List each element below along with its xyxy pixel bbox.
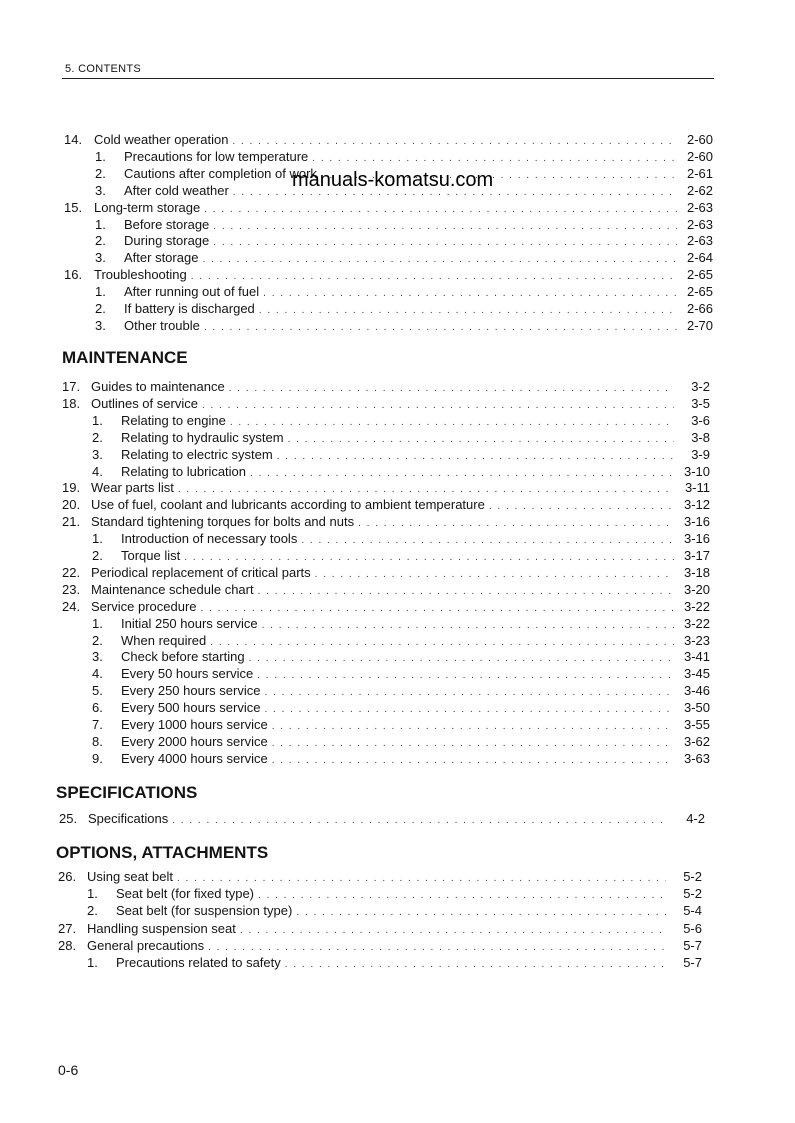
toc-entry bbox=[64, 200, 713, 215]
entry-page: 2-66 bbox=[686, 301, 713, 316]
entry-number: 22. bbox=[62, 564, 81, 580]
entry-number: 2. bbox=[95, 165, 106, 181]
entry-number: 3. bbox=[95, 250, 106, 266]
entry-page: 3-11 bbox=[684, 480, 710, 496]
entry-number: 7. bbox=[92, 717, 103, 732]
entry-leader bbox=[87, 938, 666, 955]
entry-number: 8. bbox=[92, 733, 103, 749]
entry-page: 2-60 bbox=[686, 132, 713, 147]
entry-number: 3. bbox=[92, 446, 103, 462]
toc-entry bbox=[62, 582, 710, 597]
entry-title: Relating to hydraulic system bbox=[121, 429, 284, 445]
entry-leader bbox=[121, 447, 674, 464]
dot-leader bbox=[240, 923, 666, 938]
entry-title: When required bbox=[121, 632, 207, 648]
entry-number: 2. bbox=[95, 301, 106, 316]
toc-entry bbox=[64, 132, 713, 147]
entry-title: Seat belt (for fixed type) bbox=[116, 886, 255, 902]
entry-number: 2. bbox=[92, 632, 103, 648]
entry-leader bbox=[121, 616, 674, 633]
toc-entry bbox=[92, 430, 710, 445]
entry-title: Using seat belt bbox=[87, 869, 173, 884]
entry-title: Specifications bbox=[88, 811, 169, 826]
dot-leader bbox=[213, 219, 677, 234]
page-header: 5. CONTENTS bbox=[65, 63, 142, 75]
entry-leader bbox=[91, 565, 674, 582]
toc-entry bbox=[92, 616, 710, 631]
toc-entry bbox=[87, 955, 702, 970]
entry-page: 3-10 bbox=[683, 463, 710, 479]
entry-leader bbox=[121, 666, 674, 683]
entry-leader bbox=[91, 497, 674, 514]
entry-leader bbox=[121, 649, 674, 666]
toc-entry bbox=[87, 886, 702, 901]
dot-leader bbox=[184, 550, 674, 565]
entry-title: Periodical replacement of critical parts bbox=[91, 564, 311, 580]
watermark: manuals-komatsu.com bbox=[292, 169, 494, 191]
entry-title: Standard tightening torques for bolts and nuts bbox=[91, 514, 355, 530]
entry-title: Troubleshooting bbox=[94, 267, 187, 283]
entry-title: Every 50 hours service bbox=[121, 666, 254, 682]
entry-leader bbox=[121, 531, 674, 548]
entry-page: 3-12 bbox=[683, 497, 710, 513]
entry-page: 2-60 bbox=[686, 148, 713, 164]
toc-entry bbox=[92, 649, 710, 664]
toc-entry bbox=[95, 233, 713, 248]
toc-entry bbox=[95, 149, 713, 164]
entry-page: 3-22 bbox=[683, 598, 710, 614]
entry-number: 1. bbox=[92, 531, 103, 547]
dot-leader bbox=[272, 753, 674, 768]
entry-leader bbox=[121, 548, 674, 565]
dot-leader bbox=[250, 466, 674, 481]
entry-leader bbox=[124, 233, 677, 250]
entry-title: Guides to maintenance bbox=[91, 379, 225, 394]
dot-leader bbox=[288, 432, 674, 447]
dot-leader bbox=[258, 584, 674, 599]
entry-number: 15. bbox=[64, 199, 83, 215]
entry-page: 2-65 bbox=[686, 284, 713, 300]
dot-leader bbox=[191, 269, 677, 284]
toc-entry bbox=[92, 548, 710, 563]
toc-entry bbox=[58, 869, 702, 884]
toc-entry bbox=[62, 514, 710, 529]
entry-title: After cold weather bbox=[124, 182, 229, 198]
entry-number: 20. bbox=[62, 497, 81, 513]
entry-page: 5-2 bbox=[683, 886, 702, 902]
dot-leader bbox=[232, 134, 677, 149]
entry-page: 3-41 bbox=[683, 649, 710, 665]
dot-leader bbox=[229, 381, 674, 396]
toc-entry bbox=[62, 565, 710, 580]
entry-number: 26. bbox=[58, 869, 77, 884]
entry-number: 2. bbox=[92, 429, 103, 445]
entry-number: 21. bbox=[62, 514, 81, 530]
entry-leader bbox=[121, 683, 674, 700]
entry-number: 3. bbox=[95, 317, 106, 333]
entry-title: Relating to lubrication bbox=[121, 463, 247, 479]
entry-title: Introduction of necessary tools bbox=[121, 531, 298, 547]
entry-title: Every 4000 hours service bbox=[121, 750, 268, 766]
entry-title: Precautions for low temperature bbox=[124, 148, 309, 164]
dot-leader bbox=[208, 940, 666, 955]
entry-title: Torque list bbox=[121, 548, 181, 563]
entry-number: 27. bbox=[58, 920, 77, 936]
entry-number: 4. bbox=[92, 666, 103, 682]
entry-number: 1. bbox=[95, 216, 106, 232]
entry-page: 2-63 bbox=[686, 216, 713, 232]
entry-title: Every 500 hours service bbox=[121, 700, 261, 716]
toc-entry bbox=[58, 921, 702, 936]
entry-number: 14. bbox=[64, 132, 83, 147]
entry-title: Every 2000 hours service bbox=[121, 733, 268, 749]
entry-leader bbox=[91, 379, 674, 396]
entry-page: 3-8 bbox=[691, 429, 710, 445]
entry-page: 3-63 bbox=[683, 750, 710, 766]
dot-leader bbox=[213, 235, 677, 250]
dot-leader bbox=[272, 736, 674, 751]
dot-leader bbox=[201, 601, 675, 616]
entry-page: 2-64 bbox=[686, 250, 713, 266]
entry-number: 1. bbox=[95, 148, 106, 164]
entry-number: 1. bbox=[95, 284, 106, 300]
entry-leader bbox=[124, 284, 677, 301]
entry-page: 3-17 bbox=[683, 548, 710, 563]
entry-number: 1. bbox=[87, 886, 98, 902]
entry-page: 3-5 bbox=[691, 395, 710, 411]
entry-title: Maintenance schedule chart bbox=[91, 581, 254, 597]
entry-leader bbox=[94, 267, 677, 284]
entry-page: 3-18 bbox=[683, 564, 710, 580]
entry-number: 23. bbox=[62, 581, 81, 597]
dot-leader bbox=[204, 320, 677, 335]
entry-page: 2-63 bbox=[686, 233, 713, 249]
entry-leader bbox=[124, 217, 677, 234]
dot-leader bbox=[262, 618, 674, 633]
toc-entry bbox=[95, 301, 713, 316]
entry-title: Before storage bbox=[124, 216, 210, 232]
dot-leader bbox=[249, 651, 674, 666]
toc-entry bbox=[62, 480, 710, 495]
entry-leader bbox=[94, 200, 677, 217]
dot-leader bbox=[264, 702, 674, 717]
toc-entry bbox=[92, 751, 710, 766]
entry-page: 3-20 bbox=[683, 581, 710, 597]
entry-title: Handling suspension seat bbox=[87, 920, 236, 936]
entry-page: 3-50 bbox=[683, 700, 710, 716]
entry-number: 3. bbox=[95, 182, 106, 198]
dot-leader bbox=[202, 252, 677, 267]
entry-page: 5-2 bbox=[683, 869, 702, 884]
dot-leader bbox=[285, 957, 666, 972]
toc-entry bbox=[95, 217, 713, 232]
toc-entry bbox=[92, 717, 710, 732]
dot-leader bbox=[259, 303, 677, 318]
toc-entry bbox=[92, 666, 710, 681]
dot-leader bbox=[489, 499, 674, 514]
entry-leader bbox=[87, 921, 666, 938]
dot-leader bbox=[178, 482, 674, 497]
toc-entry bbox=[62, 379, 710, 394]
entry-title: Every 250 hours service bbox=[121, 683, 261, 699]
entry-title: Every 1000 hours service bbox=[121, 717, 268, 732]
dot-leader bbox=[204, 202, 677, 217]
entry-number: 2. bbox=[87, 903, 98, 919]
entry-page: 2-70 bbox=[686, 317, 713, 333]
dot-leader bbox=[258, 888, 666, 903]
entry-number: 6. bbox=[92, 700, 103, 716]
entry-title: Relating to electric system bbox=[121, 446, 273, 462]
dot-leader bbox=[230, 415, 674, 430]
entry-number: 9. bbox=[92, 750, 103, 766]
entry-leader bbox=[121, 734, 674, 751]
entry-leader bbox=[124, 318, 677, 335]
entry-leader bbox=[87, 869, 666, 886]
toc-entry bbox=[92, 447, 710, 462]
toc-entry bbox=[58, 938, 702, 953]
entry-number: 19. bbox=[62, 480, 81, 496]
toc-entry bbox=[95, 318, 713, 333]
entry-title: Initial 250 hours service bbox=[121, 615, 258, 631]
entry-page: 5-7 bbox=[683, 937, 702, 953]
entry-leader bbox=[116, 955, 666, 972]
dot-leader bbox=[358, 516, 674, 531]
entry-page: 3-22 bbox=[683, 615, 710, 631]
entry-number: 4. bbox=[92, 463, 103, 479]
entry-number: 17. bbox=[62, 379, 81, 394]
entry-leader bbox=[121, 700, 674, 717]
entry-page: 3-16 bbox=[683, 514, 710, 530]
toc-entry bbox=[92, 700, 710, 715]
dot-leader bbox=[277, 449, 674, 464]
entry-page: 5-4 bbox=[683, 903, 702, 919]
entry-leader bbox=[121, 464, 674, 481]
entry-title: Outlines of service bbox=[91, 395, 198, 411]
entry-leader bbox=[94, 132, 677, 149]
entry-number: 28. bbox=[58, 937, 77, 953]
entry-leader bbox=[91, 514, 674, 531]
entry-number: 1. bbox=[92, 615, 103, 631]
entry-leader bbox=[91, 599, 674, 616]
entry-title: Precautions related to safety bbox=[116, 955, 281, 970]
entry-leader bbox=[124, 301, 677, 318]
entry-title: Relating to engine bbox=[121, 412, 226, 428]
entry-title: Cautions after completion of work bbox=[124, 165, 317, 181]
entry-title: Use of fuel, coolant and lubricants according to ambient temperature bbox=[91, 497, 485, 513]
toc-entry bbox=[92, 531, 710, 546]
entry-page: 2-62 bbox=[686, 182, 713, 198]
entry-page: 3-55 bbox=[683, 717, 710, 732]
entry-leader bbox=[121, 430, 674, 447]
entry-leader bbox=[124, 250, 677, 267]
entry-page: 2-65 bbox=[686, 267, 713, 283]
entry-title: Other trouble bbox=[124, 317, 200, 333]
entry-leader bbox=[116, 886, 666, 903]
entry-leader bbox=[124, 149, 677, 166]
entry-number: 1. bbox=[92, 412, 103, 428]
dot-leader bbox=[301, 533, 674, 548]
entry-number: 2. bbox=[92, 548, 103, 563]
section-heading: SPECIFICATIONS bbox=[56, 783, 198, 802]
dot-leader bbox=[296, 905, 666, 920]
dot-leader bbox=[272, 719, 674, 734]
entry-page: 3-45 bbox=[683, 666, 710, 682]
entry-title: Check before starting bbox=[121, 649, 245, 665]
toc-entry bbox=[62, 396, 710, 411]
page-number: 0-6 bbox=[58, 1062, 79, 1078]
entry-page: 3-23 bbox=[683, 632, 710, 648]
entry-page: 4-2 bbox=[686, 811, 705, 826]
toc-entry bbox=[59, 811, 705, 826]
section-heading: MAINTENANCE bbox=[62, 348, 188, 367]
toc-entry bbox=[95, 250, 713, 265]
dot-leader bbox=[172, 813, 669, 828]
entry-number: 16. bbox=[64, 267, 83, 283]
entry-title: Wear parts list bbox=[91, 480, 174, 496]
entry-leader bbox=[91, 480, 674, 497]
entry-title: General precautions bbox=[87, 937, 205, 953]
entry-leader bbox=[91, 582, 674, 599]
entry-page: 3-62 bbox=[683, 733, 710, 749]
entry-leader bbox=[91, 396, 674, 413]
toc-entry bbox=[62, 599, 710, 614]
dot-leader bbox=[210, 635, 674, 650]
entry-number: 1. bbox=[87, 955, 98, 970]
entry-title: After storage bbox=[124, 250, 199, 266]
entry-page: 5-7 bbox=[683, 955, 702, 970]
entry-number: 25. bbox=[59, 811, 78, 826]
entry-title: Cold weather operation bbox=[94, 132, 229, 147]
entry-page: 3-6 bbox=[691, 412, 710, 428]
entry-leader bbox=[121, 717, 674, 734]
entry-page: 3-9 bbox=[691, 446, 710, 462]
entry-number: 3. bbox=[92, 649, 103, 665]
entry-page: 3-46 bbox=[683, 683, 710, 699]
toc-entry bbox=[92, 633, 710, 648]
dot-leader bbox=[264, 685, 674, 700]
entry-title: Seat belt (for suspension type) bbox=[116, 903, 293, 919]
entry-number: 24. bbox=[62, 598, 81, 614]
entry-page: 2-61 bbox=[686, 165, 713, 181]
toc-entry bbox=[87, 903, 702, 918]
toc-entry bbox=[62, 497, 710, 512]
entry-page: 2-63 bbox=[686, 199, 713, 215]
dot-leader bbox=[312, 151, 677, 166]
toc-entry bbox=[92, 464, 710, 479]
dot-leader bbox=[263, 286, 677, 301]
entry-number: 5. bbox=[92, 683, 103, 699]
entry-title: Service procedure bbox=[91, 598, 197, 614]
toc-entry bbox=[92, 683, 710, 698]
entry-title: During storage bbox=[124, 233, 210, 249]
toc-entry bbox=[92, 734, 710, 749]
entry-title: If battery is discharged bbox=[124, 301, 255, 316]
header-rule bbox=[62, 78, 714, 79]
entry-number: 18. bbox=[62, 395, 81, 411]
toc-entry bbox=[92, 413, 710, 428]
dot-leader bbox=[177, 871, 666, 886]
toc-entry bbox=[95, 284, 713, 299]
entry-page: 3-16 bbox=[683, 531, 710, 547]
entry-leader bbox=[116, 903, 666, 920]
section-heading: OPTIONS, ATTACHMENTS bbox=[56, 843, 269, 862]
entry-leader bbox=[88, 811, 669, 828]
toc-entry bbox=[64, 267, 713, 282]
entry-leader bbox=[121, 633, 674, 650]
dot-leader bbox=[315, 567, 674, 582]
entry-page: 5-6 bbox=[683, 920, 702, 936]
entry-title: Long-term storage bbox=[94, 199, 201, 215]
entry-leader bbox=[121, 413, 674, 430]
entry-leader bbox=[121, 751, 674, 768]
entry-number: 2. bbox=[95, 233, 106, 249]
dot-leader bbox=[257, 668, 674, 683]
dot-leader bbox=[202, 398, 674, 413]
entry-title: After running out of fuel bbox=[124, 284, 260, 300]
entry-page: 3-2 bbox=[691, 379, 710, 394]
